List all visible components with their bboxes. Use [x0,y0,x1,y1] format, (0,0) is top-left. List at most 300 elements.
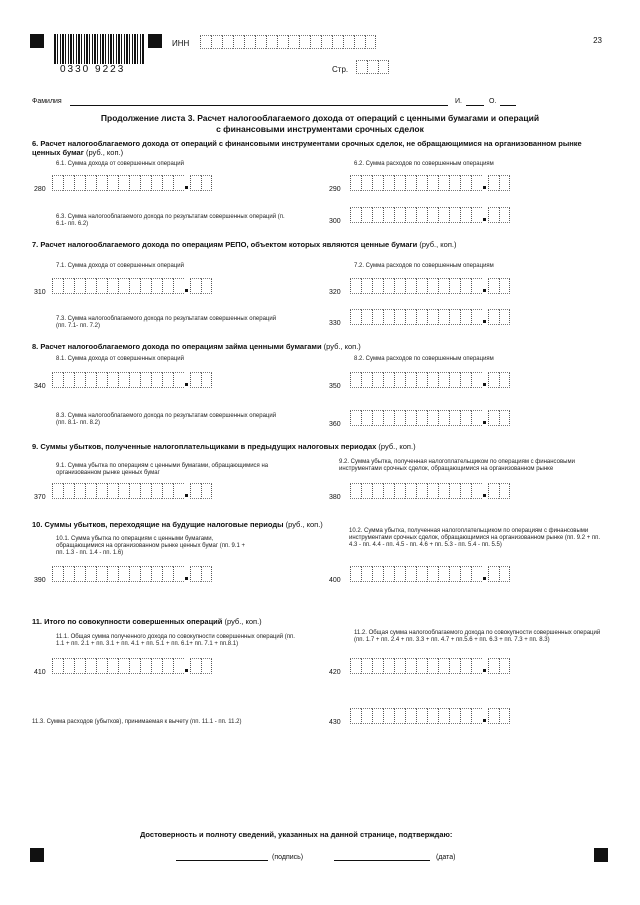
confirmation-text: Достоверность и полноту сведений, указанных на данной странице, подтверждаю: [140,830,453,839]
digit-cell[interactable] [416,372,427,388]
digit-cell[interactable] [74,658,85,674]
decimal-point [482,372,488,386]
digit-cell[interactable] [438,175,449,191]
digit-cell[interactable] [471,658,482,674]
decimal-point [482,483,488,497]
digit-cell[interactable] [85,566,96,582]
digit-cell[interactable] [361,207,372,223]
kopek-cell[interactable] [488,207,499,223]
field-330[interactable] [350,309,510,325]
digit-cell[interactable] [372,309,383,325]
digit-cell[interactable] [471,207,482,223]
kopek-cell[interactable] [201,658,212,674]
digit-cell[interactable] [151,372,162,388]
digit-cell[interactable] [85,278,96,294]
section-10-unit: (руб., коп.) [285,520,323,529]
digit-cell[interactable] [383,278,394,294]
kopek-cell[interactable] [499,410,510,426]
kopek-cell[interactable] [190,278,201,294]
section-7-unit: (руб., коп.) [419,240,457,249]
signature-label: (подпись) [272,854,304,861]
field-280[interactable] [52,175,212,191]
digit-cell[interactable] [107,483,118,499]
digit-cell[interactable] [416,175,427,191]
digit-cell[interactable] [52,658,63,674]
digit-cell[interactable] [460,372,471,388]
digit-cell[interactable] [74,483,85,499]
digit-cell[interactable] [350,207,361,223]
digit-cell[interactable] [416,566,427,582]
section-11-heading [32,617,592,626]
field-400[interactable] [350,566,510,582]
digit-cell[interactable] [372,207,383,223]
digit-cell[interactable] [438,207,449,223]
digit-cell[interactable] [416,309,427,325]
kopek-cell[interactable] [201,566,212,582]
digit-cell[interactable] [416,278,427,294]
inn-label: ИНН [172,39,190,48]
digit-cell[interactable] [129,658,140,674]
digit-cell[interactable] [383,658,394,674]
kopek-cell[interactable] [488,483,499,499]
digit-cell[interactable] [52,566,63,582]
kopek-cell[interactable] [488,708,499,724]
digit-cell[interactable] [383,309,394,325]
kopek-cell[interactable] [499,566,510,582]
kopek-cell[interactable] [488,410,499,426]
line-6-2-label: 6.2. Сумма расходов по совершенным операциям [354,161,494,167]
decimal-point [482,658,488,672]
digit-cell[interactable] [350,658,361,674]
digit-cell[interactable] [427,410,438,426]
digit-cell[interactable] [85,372,96,388]
digit-cell[interactable] [361,410,372,426]
registration-mark-top-left [30,34,44,48]
digit-cell[interactable] [405,309,416,325]
digit-cell[interactable] [405,566,416,582]
digit-cell[interactable] [405,278,416,294]
digit-cell[interactable] [140,566,151,582]
digit-cell[interactable] [438,309,449,325]
decimal-point [184,658,190,672]
kopek-cell[interactable] [499,708,510,724]
section-7-heading [32,240,592,249]
line-code-310: 310 [34,289,46,296]
page-label: Стр. [332,65,349,74]
digit-cell[interactable] [350,410,361,426]
digit-cell[interactable] [96,278,107,294]
digit-cell[interactable] [63,278,74,294]
digit-cell[interactable] [85,483,96,499]
digit-cell[interactable] [449,483,460,499]
digit-cell[interactable] [438,566,449,582]
section-11-unit: (руб., коп.) [224,617,262,626]
digit-cell[interactable] [471,483,482,499]
digit-cell[interactable] [405,207,416,223]
digit-cell[interactable] [471,309,482,325]
line-7-1-label: 7.1. Сумма дохода от совершенных операций [56,263,184,269]
digit-cell[interactable] [118,278,129,294]
digit-cell[interactable] [460,175,471,191]
field-390[interactable] [52,566,212,582]
kopek-cell[interactable] [190,483,201,499]
decimal-point [482,278,488,292]
digit-cell[interactable] [427,309,438,325]
digit-cell[interactable] [162,658,173,674]
kopek-cell[interactable] [488,278,499,294]
field-340[interactable] [52,372,212,388]
digit-cell[interactable] [107,175,118,191]
decimal-point [482,175,488,189]
line-7-3-label: 7.3. Сумма налогооблагаемого дохода по результатам совершенных операций (пп. 7.1- пп. 7.2) [56,316,277,329]
initial-o-label: О. [489,98,497,105]
line-code-290: 290 [329,186,341,193]
field-300[interactable] [350,207,510,223]
field-430[interactable] [350,708,510,724]
line-code-320: 320 [329,289,341,296]
initial-i-label: И. [455,98,462,105]
digit-cell[interactable] [383,207,394,223]
digit-cell[interactable] [129,483,140,499]
digit-cell[interactable] [471,566,482,582]
digit-cell[interactable] [460,708,471,724]
digit-cell[interactable] [438,410,449,426]
digit-cell[interactable] [405,175,416,191]
digit-cell[interactable] [438,483,449,499]
digit-cell[interactable] [427,483,438,499]
digit-cell[interactable] [118,175,129,191]
digit-cell[interactable] [85,175,96,191]
page-number: 23 [593,36,602,45]
decimal-point [184,175,190,189]
kopek-cell[interactable] [488,566,499,582]
digit-cell[interactable] [361,566,372,582]
section-9-unit: (руб., коп.) [378,442,416,451]
digit-cell[interactable] [96,175,107,191]
kopek-cell[interactable] [499,175,510,191]
field-310[interactable] [52,278,212,294]
digit-cell[interactable] [383,708,394,724]
digit-cell[interactable] [449,278,460,294]
digit-cell[interactable] [460,309,471,325]
digit-cell[interactable] [394,175,405,191]
digit-cell[interactable] [372,278,383,294]
digit-cell[interactable] [107,566,118,582]
digit-cell[interactable] [118,658,129,674]
decimal-point [184,566,190,580]
registration-mark-bottom-left [30,848,44,862]
date-field[interactable] [334,860,430,861]
digit-cell[interactable] [427,175,438,191]
digit-cell[interactable] [438,278,449,294]
digit-cell[interactable] [361,175,372,191]
kopek-cell[interactable] [201,483,212,499]
digit-cell[interactable] [427,708,438,724]
kopek-cell[interactable] [201,175,212,191]
digit-cell[interactable] [361,278,372,294]
line-9-2-label: 9.2. Сумма убытка, полученная налогоплательщиком по операциям с финансовыми инструментами срочных сделок, обращающимися на организованном рынке [339,459,575,472]
digit-cell[interactable] [140,372,151,388]
section-6-heading [32,139,592,157]
kopek-cell[interactable] [201,278,212,294]
digit-cell[interactable] [394,372,405,388]
digit-cell[interactable] [372,708,383,724]
digit-cell[interactable] [416,708,427,724]
digit-cell[interactable] [173,175,184,191]
digit-cell[interactable] [96,483,107,499]
digit-cell[interactable] [438,658,449,674]
digit-cell[interactable] [372,175,383,191]
digit-cell[interactable] [394,708,405,724]
digit-cell[interactable] [107,278,118,294]
digit-cell[interactable] [173,278,184,294]
digit-cell[interactable] [63,566,74,582]
kopek-cell[interactable] [499,278,510,294]
digit-cell[interactable] [438,708,449,724]
field-350[interactable] [350,372,510,388]
line-10-1-label: 10.1. Сумма убытка по операциям с ценными бумагами, обращающимися на организованном рынке ценных бумаг (пп. 9.1 + пп. 1.3 - пп. 1.4 - пп. 1.6) [56,536,246,556]
line-6-1-label: 6.1. Сумма дохода от совершенных операций [56,161,184,167]
digit-cell[interactable] [107,372,118,388]
decimal-point [482,566,488,580]
kopek-cell[interactable] [499,207,510,223]
digit-cell[interactable] [63,372,74,388]
registration-mark-bottom-right [594,848,608,862]
field-360[interactable] [350,410,510,426]
page-field[interactable] [356,60,389,74]
section-8-unit: (руб., коп.) [323,342,361,351]
digit-cell[interactable] [460,658,471,674]
digit-cell[interactable] [405,372,416,388]
digit-cell[interactable] [361,708,372,724]
digit-cell[interactable] [383,483,394,499]
digit-cell[interactable] [162,175,173,191]
digit-cell[interactable] [162,372,173,388]
field-420[interactable] [350,658,510,674]
digit-cell[interactable] [449,658,460,674]
section-9-title: 9. Суммы убытков, полученные налогоплательщиками в предыдущих налоговых периодах [32,442,377,451]
field-290[interactable] [350,175,510,191]
kopek-cell[interactable] [499,658,510,674]
digit-cell[interactable] [63,483,74,499]
kopek-cell[interactable] [201,372,212,388]
digit-cell[interactable] [416,207,427,223]
digit-cell[interactable] [151,483,162,499]
digit-cell[interactable] [129,278,140,294]
digit-cell[interactable] [361,372,372,388]
digit-cell[interactable] [140,658,151,674]
initial-i-field[interactable] [466,105,484,106]
kopek-cell[interactable] [488,658,499,674]
digit-cell[interactable] [460,410,471,426]
digit-cell[interactable] [173,658,184,674]
digit-cell[interactable] [416,410,427,426]
digit-cell[interactable] [394,566,405,582]
digit-cell[interactable] [361,658,372,674]
digit-cell[interactable] [427,372,438,388]
line-11-2-label: 11.2. Общая сумма налогооблагаемого дохода по совокупности совершенных операций (пп. 1.7 + пп. 2.4 + пп. 3.3 + пп. 4.7 + пп.5.6 + пп. 6.3 + пп. 7.3 + пп. 8.3) [354,630,601,643]
digit-cell[interactable] [449,566,460,582]
decimal-point [482,309,488,323]
digit-cell[interactable] [173,483,184,499]
digit-cell[interactable] [438,372,449,388]
digit-cell[interactable] [140,278,151,294]
digit-cell[interactable] [151,175,162,191]
digit-cell[interactable] [449,175,460,191]
digit-cell[interactable] [449,372,460,388]
kopek-cell[interactable] [499,309,510,325]
digit-cell[interactable] [383,410,394,426]
digit-cell[interactable] [52,483,63,499]
line-8-2-label: 8.2. Сумма расходов по совершенным операциям [354,356,494,362]
digit-cell[interactable] [74,372,85,388]
line-code-300: 300 [329,218,341,225]
field-380[interactable] [350,483,510,499]
digit-cell[interactable] [350,175,361,191]
digit-cell[interactable] [52,175,63,191]
digit-cell[interactable] [383,372,394,388]
digit-cell[interactable] [162,278,173,294]
digit-cell[interactable] [405,708,416,724]
digit-cell[interactable] [162,566,173,582]
digit-cell[interactable] [427,207,438,223]
digit-cell[interactable] [140,175,151,191]
inn-field[interactable] [200,35,376,49]
digit-cell[interactable] [460,566,471,582]
digit-cell[interactable] [85,658,96,674]
digit-cell[interactable] [394,207,405,223]
line-code-420: 420 [329,669,341,676]
digit-cell[interactable] [173,566,184,582]
kopek-cell[interactable] [190,566,201,582]
digit-cell[interactable] [63,658,74,674]
kopek-cell[interactable] [488,309,499,325]
digit-cell[interactable] [372,372,383,388]
digit-cell[interactable] [372,410,383,426]
digit-cell[interactable] [471,372,482,388]
digit-cell[interactable] [427,658,438,674]
digit-cell[interactable] [63,175,74,191]
kopek-cell[interactable] [488,175,499,191]
section-6-title: 6. Расчет налогооблагаемого дохода от операций с финансовыми инструментами срочных сделок, не обращающимися на организованном рынке ценных бумаг [32,139,582,157]
digit-cell[interactable] [350,708,361,724]
digit-cell[interactable] [449,309,460,325]
line-code-400: 400 [329,577,341,584]
digit-cell[interactable] [383,566,394,582]
digit-cell[interactable] [394,278,405,294]
digit-cell[interactable] [460,207,471,223]
digit-cell[interactable] [394,410,405,426]
digit-cell[interactable] [173,372,184,388]
digit-cell[interactable] [52,372,63,388]
digit-cell[interactable] [107,658,118,674]
digit-cell[interactable] [350,566,361,582]
kopek-cell[interactable] [499,483,510,499]
kopek-cell[interactable] [488,372,499,388]
digit-cell[interactable] [74,278,85,294]
decimal-point [482,410,488,424]
field-370[interactable] [52,483,212,499]
field-320[interactable] [350,278,510,294]
digit-cell[interactable] [394,658,405,674]
kopek-cell[interactable] [499,372,510,388]
digit-cell[interactable] [118,483,129,499]
digit-cell[interactable] [416,483,427,499]
digit-cell[interactable] [460,278,471,294]
digit-cell[interactable] [162,483,173,499]
digit-cell[interactable] [372,658,383,674]
digit-cell[interactable] [118,372,129,388]
digit-cell[interactable] [151,658,162,674]
page-title: Продолжение листа 3. Расчет налогооблагаемого дохода от операций с ценными бумагами и операций с финансовыми инструментами срочных сделок [100,113,540,134]
digit-cell[interactable] [471,278,482,294]
digit-cell[interactable] [394,483,405,499]
surname-field[interactable] [70,105,448,106]
digit-cell[interactable] [405,410,416,426]
digit-cell[interactable] [74,566,85,582]
digit-cell[interactable] [350,278,361,294]
digit-cell[interactable] [350,372,361,388]
digit-cell[interactable] [96,566,107,582]
digit-cell[interactable] [140,483,151,499]
digit-cell[interactable] [427,566,438,582]
section-10-heading [32,520,362,529]
digit-cell[interactable] [350,309,361,325]
decimal-point [482,708,488,722]
kopek-cell[interactable] [190,175,201,191]
field-410[interactable] [52,658,212,674]
digit-cell[interactable] [151,566,162,582]
kopek-cell[interactable] [190,658,201,674]
digit-cell[interactable] [449,410,460,426]
digit-cell[interactable] [449,708,460,724]
digit-cell[interactable] [449,207,460,223]
digit-cell[interactable] [405,658,416,674]
digit-cell[interactable] [129,372,140,388]
digit-cell[interactable] [96,658,107,674]
digit-cell[interactable] [372,483,383,499]
digit-cell[interactable] [96,372,107,388]
digit-cell[interactable] [405,483,416,499]
digit-cell[interactable] [129,566,140,582]
kopek-cell[interactable] [190,372,201,388]
digit-cell[interactable] [471,708,482,724]
digit-cell[interactable] [52,278,63,294]
digit-cell[interactable] [350,483,361,499]
digit-cell[interactable] [394,309,405,325]
signature-field[interactable] [176,860,268,861]
digit-cell[interactable] [416,658,427,674]
line-11-3-label: 11.3. Сумма расходов (убытков), принимаемая к вычету (пп. 11.1 - пп. 11.2) [32,719,242,725]
date-label: (дата) [436,854,456,861]
digit-cell[interactable] [129,175,140,191]
digit-cell[interactable] [427,278,438,294]
digit-cell[interactable] [118,566,129,582]
digit-cell[interactable] [361,309,372,325]
decimal-point [184,483,190,497]
initial-o-field[interactable] [500,105,516,106]
line-code-340: 340 [34,383,46,390]
digit-cell[interactable] [361,483,372,499]
digit-cell[interactable] [372,566,383,582]
line-code-410: 410 [34,669,46,676]
digit-cell[interactable] [151,278,162,294]
digit-cell[interactable] [471,410,482,426]
digit-cell[interactable] [471,175,482,191]
digit-cell[interactable] [383,175,394,191]
digit-cell[interactable] [74,175,85,191]
digit-cell[interactable] [460,483,471,499]
